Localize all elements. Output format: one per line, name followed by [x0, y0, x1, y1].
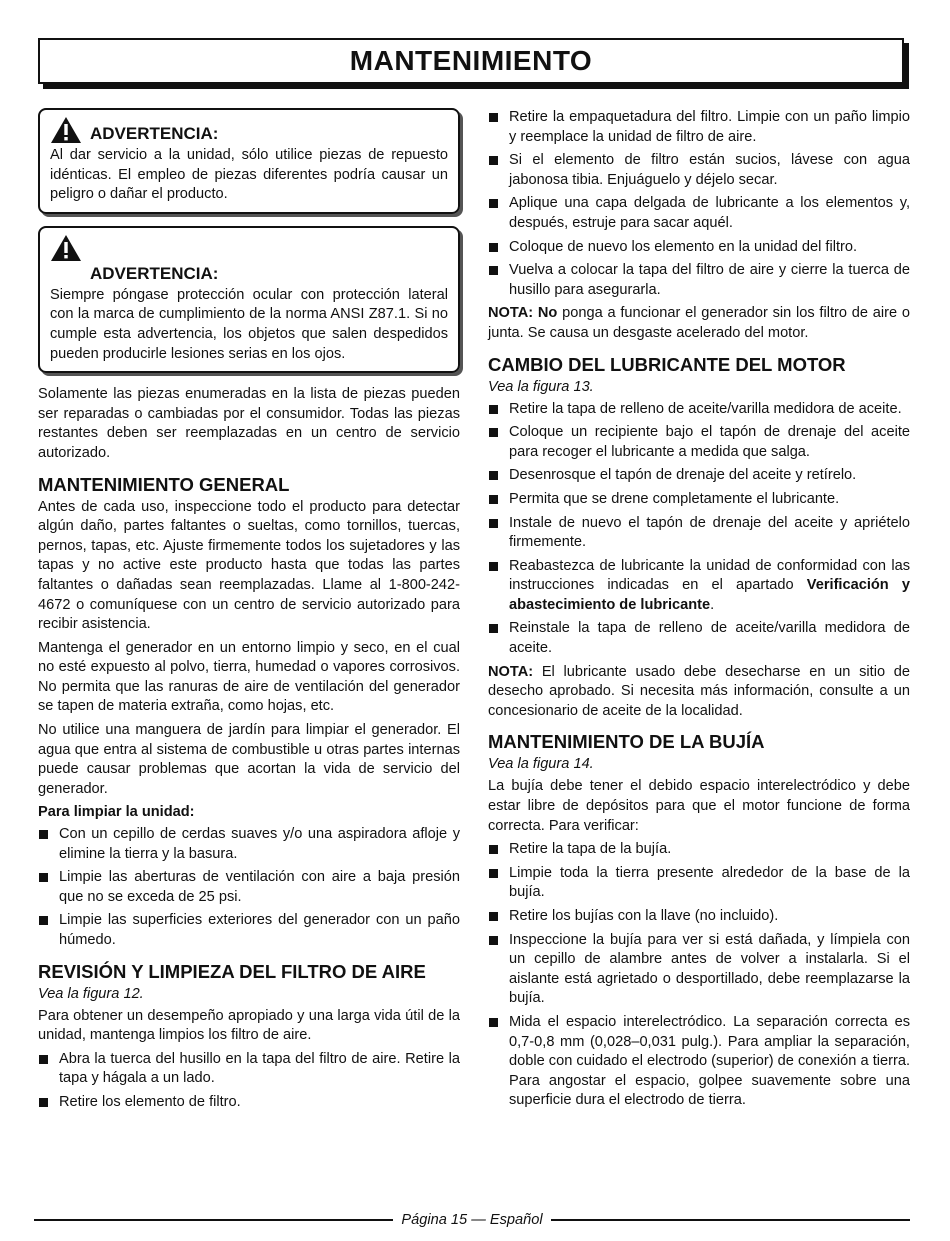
warning-box-2 — [38, 226, 460, 373]
warning-2-heading: ADVERTENCIA: — [90, 263, 219, 283]
general-maintenance-heading: MANTENIMIENTO GENERAL — [38, 473, 290, 495]
left-column — [38, 108, 460, 1117]
list-item: Aplique una capa delgada de lubricante a los elementos y, después, estruje para sacar aquél. — [488, 194, 910, 233]
bullet-icon — [489, 869, 498, 878]
air-filter-list-left — [38, 1050, 460, 1113]
bullet-icon — [39, 1055, 48, 1064]
warning-triangle-icon — [50, 116, 82, 144]
figure-12-reference: Vea la figura 12. — [38, 985, 144, 1002]
list-item: Retire los bujías con la llave (no incluido). — [488, 907, 910, 927]
bullet-icon — [489, 519, 498, 528]
bullet-icon — [489, 562, 498, 571]
spark-plug-paragraph: La bujía debe tener el debido espacio interelectródico y debe estar libre de depósitos para que el motor funcione de forma correcta. Para verificar: — [488, 778, 910, 834]
air-filter-heading: REVISIÓN Y LIMPIEZA DEL FILTRO DE AIRE — [38, 960, 426, 982]
bullet-icon — [489, 912, 498, 921]
warning-1-heading: ADVERTENCIA: — [90, 124, 219, 143]
bullet-icon — [489, 624, 498, 633]
list-item: Retire la empaquetadura del filtro. Limpie con un paño limpio y reemplace la unidad de filtro de aire. — [488, 108, 910, 147]
warning-triangle-icon — [50, 234, 82, 262]
list-item: Limpie las aberturas de ventilación con aire a baja presión que no se exceda de 25 psi. — [38, 868, 460, 907]
bullet-icon — [489, 495, 498, 504]
list-item: Retire la tapa de la bujía. — [488, 840, 910, 860]
bullet-icon — [489, 936, 498, 945]
air-filter-list-right — [488, 108, 910, 300]
air-filter-note: NOTA: No ponga a funcionar el generador sin los filtro de aire o junta. Se causa un desgaste acelerado del motor. — [488, 305, 910, 341]
bullet-icon — [39, 873, 48, 882]
list-item: Desenrosque el tapón de drenaje del aceite y retírelo. — [488, 466, 910, 486]
list-item: Abra la tuerca del husillo en la tapa del filtro de aire. Retire la tapa y hágala a un lado. — [38, 1050, 460, 1089]
bullet-icon — [39, 916, 48, 925]
bullet-icon — [39, 830, 48, 839]
bullet-icon — [489, 113, 498, 122]
list-item: Inspeccione la bujía para ver si está dañada, y límpiela con un cepillo de alambre antes de volver a instalarla. Si el aislante está agrietado o desportillado, debe reemplazarse la bujía. — [488, 931, 910, 1009]
general-paragraph-2: Mantenga el generador en un entorno limpio y seco, en el cual no esté expuesto al polvo, tierra, humedad o vapores corrosivos. No permita que las ranuras de aire de ventilación del generador se tapen de materia extraña, como hojas, etc. — [38, 639, 460, 715]
list-item: Instale de nuevo el tapón de drenaje del aceite y apriételo firmemente. — [488, 514, 910, 553]
oil-change-list — [488, 400, 910, 659]
warning-1-text: Al dar servicio a la unidad, sólo utilice piezas de repuesto idénticas. El empleo de piezas diferentes podría causar un peligro o dañar el producto. — [50, 147, 448, 203]
clean-unit-list — [38, 825, 460, 951]
list-item: Reinstale la tapa de relleno de aceite/varilla medidora de aceite. — [488, 619, 910, 658]
bullet-icon — [489, 1018, 498, 1027]
list-item: Reabastezca de lubricante la unidad de conformidad con las instrucciones indicadas en el apartado Verificación y abastecimiento de lubricante. — [488, 557, 910, 616]
list-item: Limpie las superficies exteriores del generador con un paño húmedo. — [38, 911, 460, 950]
page-title: MANTENIMIENTO — [349, 45, 593, 76]
page-footer — [34, 1210, 910, 1230]
bullet-icon — [489, 405, 498, 414]
bullet-icon — [39, 1098, 48, 1107]
bullet-icon — [489, 243, 498, 252]
spark-plug-list — [488, 840, 910, 1111]
list-item: Retire los elemento de filtro. — [38, 1093, 460, 1113]
general-paragraph-3: No utilice una manguera de jardín para limpiar el generador. El agua que entra al sistema de combustible u otras partes internas puede causar problemas que acortan la vida de servicio del generador. — [38, 722, 460, 797]
list-item: Mida el espacio interelectródico. La separación correcta es 0,7-0,8 mm (0,028–0,031 pulg.). Para ampliar la separación, doble con cuidado el electrodo (superior) de conexión a tierra. Para angostar el espacio, golpee suavemente sobre una superficie dura el electrodo de tierra. — [488, 1013, 910, 1111]
general-paragraph-1: Antes de cada uso, inspeccione todo el producto para detectar algún daño, partes faltantes o sueltas, como tornillos, tuercas, pernos, tapas, etc. Ajuste firmemente todos los sujetadores y las tapas y no active este producto hasta que todas las partes faltantes o dañadas sean reemplazadas. Llame al 1-800-242-4672 o comuníquese con un centro de servicio autorizado para recibir asistencia. — [38, 498, 460, 633]
list-item: Con un cepillo de cerdas suaves y/o una aspiradora afloje y elimine la tierra y la basura. — [38, 825, 460, 864]
bullet-icon — [489, 428, 498, 437]
list-item: Limpie toda la tierra presente alrededor de la base de la bujía. — [488, 864, 910, 903]
figure-14-reference: Vea la figura 14. — [488, 756, 594, 773]
page-title-box — [38, 38, 904, 84]
bullet-icon — [489, 199, 498, 208]
oil-change-heading: CAMBIO DEL LUBRICANTE DEL MOTOR — [488, 353, 846, 375]
right-column — [488, 108, 910, 1115]
list-item: Retire la tapa de relleno de aceite/varilla medidora de aceite. — [488, 400, 910, 420]
page-number: Página 15 — Español — [401, 1212, 543, 1228]
bullet-icon — [489, 845, 498, 854]
footer-rule-left — [34, 1219, 393, 1221]
list-item: Coloque un recipiente bajo el tapón de drenaje del aceite para recoger el lubricante a medida que salga. — [488, 423, 910, 462]
list-item: Coloque de nuevo los elemento en la unidad del filtro. — [488, 238, 910, 258]
list-item: Vuelva a colocar la tapa del filtro de aire y cierre la tuerca de husillo para asegurarla. — [488, 261, 910, 300]
list-item: Permita que se drene completamente el lubricante. — [488, 490, 910, 510]
footer-rule-right — [551, 1219, 910, 1221]
air-filter-paragraph: Para obtener un desempeño apropiado y una larga vida útil de la unidad, mantenga limpios los filtro de aire. — [38, 1007, 460, 1044]
figure-13-reference: Vea la figura 13. — [488, 378, 594, 395]
spark-plug-heading: MANTENIMIENTO DE LA BUJÍA — [488, 731, 765, 753]
warning-2-text: Siempre póngase protección ocular con protección lateral con la marca de cumplimiento de la norma ANSI Z87.1. Si no cumple esta advertencia, los objetos que salen despedidos pueden producirle lesiones serias en los ojos. — [50, 286, 448, 362]
list-item: Si el elemento de filtro están sucios, lávese con agua jabonosa tibia. Enjuáguelo y déjelo secar. — [488, 151, 910, 190]
clean-unit-label: Para limpiar la unidad: — [38, 804, 195, 821]
bullet-icon — [489, 266, 498, 275]
intro-paragraph: Solamente las piezas enumeradas en la lista de piezas pueden ser reparadas o cambiadas por el consumidor. Todas las piezas restantes deben ser reemplazadas en un centro de servicio autorizado. — [38, 386, 460, 461]
bullet-icon — [489, 156, 498, 165]
oil-note: NOTA: El lubricante usado debe desecharse en un sitio de desecho aprobado. Si necesita más información, consulte a un concesionario de aceite de la localidad. — [488, 663, 910, 719]
bullet-icon — [489, 471, 498, 480]
warning-box-1 — [38, 108, 460, 214]
